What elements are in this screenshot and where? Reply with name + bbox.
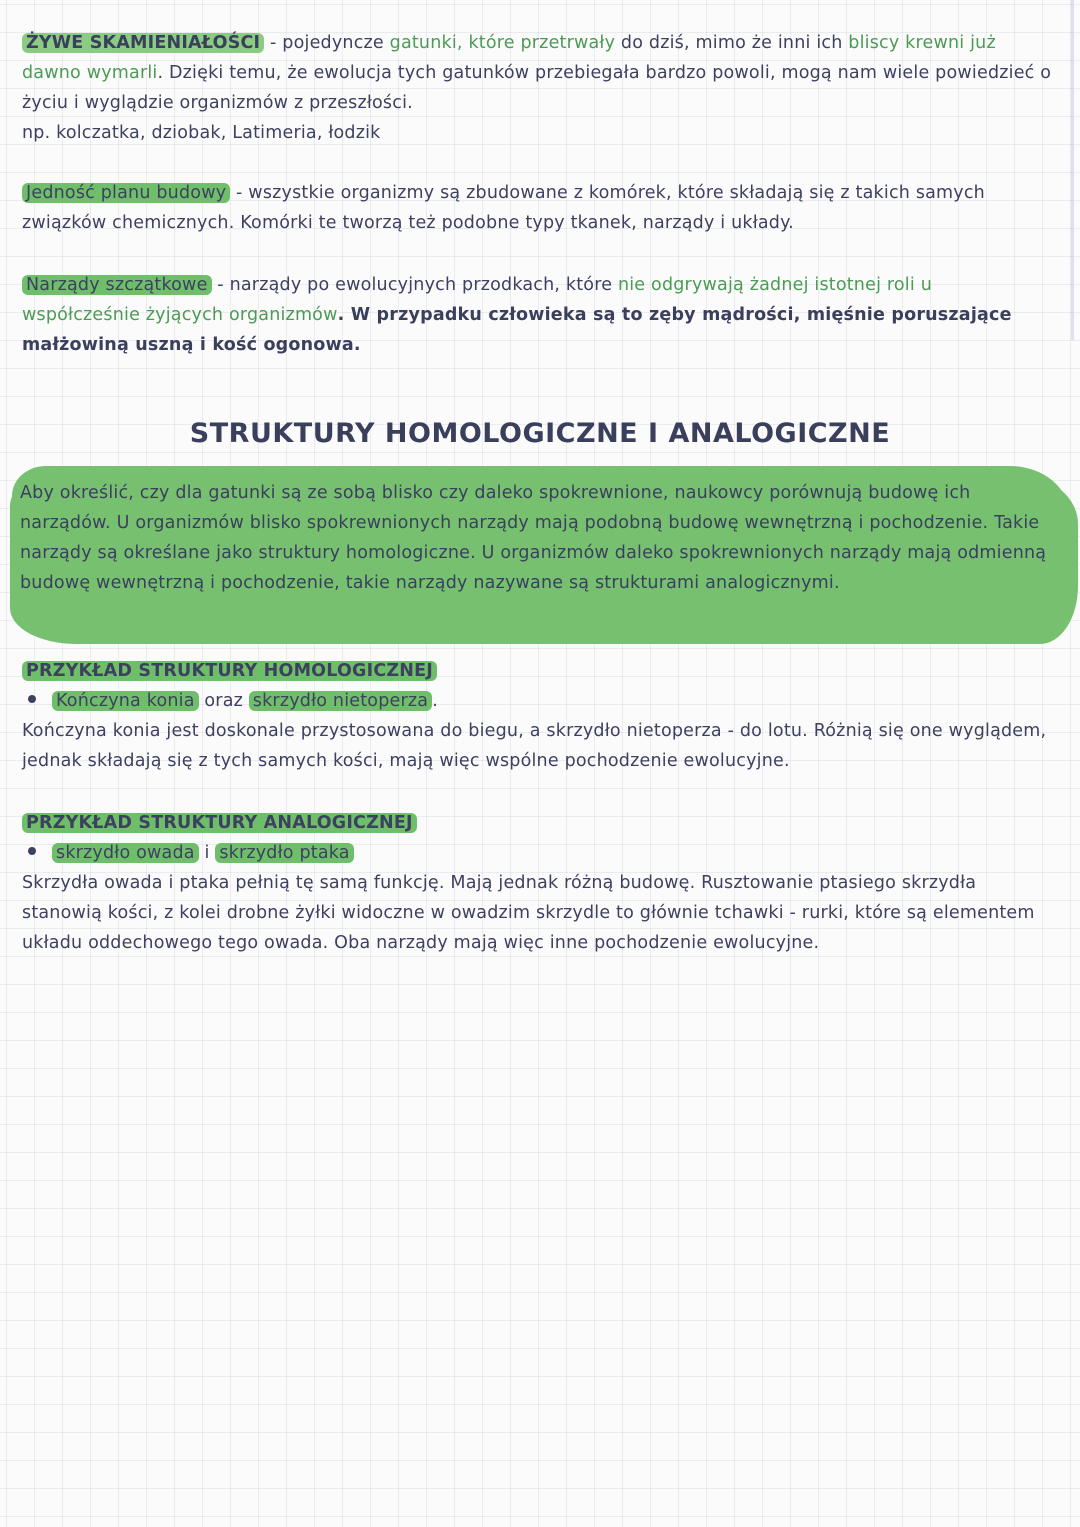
living-fossils-paragraph: ŻYWE SKAMIENIAŁOŚCI - pojedyncze gatunki, które przetrwały do dziś, mimo że inni ich bliscy krewni już dawno wymarli. Dzięki temu, że ewolucja tych gatunków przebiegała bardzo powoli, mogą nam wiele powiedzieć o życiu i wyglądzie organizmów z przeszłości. np. kolczatka, dziobak, Latimeria, łodzik bbox=[22, 33, 1052, 143]
analogous-item-a: skrzydło owada bbox=[52, 843, 199, 863]
section-title: STRUKTURY HOMOLOGICZNE I ANALOGICZNE bbox=[189, 418, 891, 449]
analogous-item-b: skrzydło ptaka bbox=[215, 843, 353, 863]
unity-term: Jedność planu budowy bbox=[22, 183, 230, 203]
homologous-text: Kończyna konia jest doskonale przystosowana do biegu, a skrzydło nietoperza - do lotu. Różnią się one wyglądem, jednak składają się z tych samych kości, mają więc wspólne pochodzenie ewolucyjne. bbox=[22, 721, 1047, 771]
bullet-icon bbox=[28, 695, 36, 703]
scan-edge bbox=[1071, 0, 1074, 340]
vestigial-paragraph: Narządy szczątkowe - narządy po ewolucyjnych przodkach, które nie odgrywają żadnej istotnej roli u współcześnie żyjących organizmów. W przypadku człowieka są to zęby mądrości, mięśnie poruszające małżowiną uszną i kość ogonowa. bbox=[22, 275, 1012, 355]
living-fossils-term: ŻYWE SKAMIENIAŁOŚCI bbox=[22, 33, 264, 53]
homologous-item-a: Kończyna konia bbox=[52, 691, 199, 711]
homologous-section: PRZYKŁAD STRUKTURY HOMOLOGICZNEJ Kończyna konia oraz skrzydło nietoperza . Kończyna konia jest doskonale przystosowana do biegu, a skrzydło nietoperza - do lotu. Różnią się one wyglądem, jednak składają się z tych samych kości, mają więc wspólne pochodzenie ewolucyjne. bbox=[22, 661, 1047, 771]
homologous-heading: PRZYKŁAD STRUKTURY HOMOLOGICZNEJ bbox=[22, 661, 437, 681]
analogous-heading: PRZYKŁAD STRUKTURY ANALOGICZNEJ bbox=[22, 813, 417, 833]
unity-paragraph: Jedność planu budowy - wszystkie organizmy są zbudowane z komórek, które składają się z takich samych związków chemicznych. Komórki te tworzą też podobne typy tkanek, narządy i układy. bbox=[22, 183, 985, 233]
analogous-text: Skrzydła owada i ptaka pełnią tę samą funkcję. Mają jednak różną budowę. Rusztowanie ptasiego skrzydła stanowią kości, z kolei drobne żyłki widoczne w owadzim skrzydle to głównie tchawki - rurki, które są elementem układu oddechowego tego owada. Oba narządy mają więc inne pochodzenie ewolucyjne. bbox=[22, 873, 1035, 953]
bullet-icon bbox=[28, 847, 36, 855]
intro-paragraph: Aby określić, czy dla gatunki są ze sobą blisko czy daleko spokrewnione, naukowcy porównują budowę ich narządów. U organizmów blisko spokrewnionych narządy mają podobną budowę wewnętrzną i pochodzenie. Takie narządy są określane jako struktury homologiczne. U organizmów daleko spokrewnionych narządy mają odmienną budowę wewnętrzną i pochodzenie, takie narządy nazywane są strukturami analogicznymi. bbox=[20, 483, 1047, 593]
living-fossils-examples: np. kolczatka, dziobak, Latimeria, łodzik bbox=[22, 123, 381, 143]
homologous-item-b: skrzydło nietoperza bbox=[249, 691, 432, 711]
vestigial-term: Narządy szczątkowe bbox=[22, 275, 212, 295]
analogous-section: PRZYKŁAD STRUKTURY ANALOGICZNEJ skrzydło owada i skrzydło ptaka Skrzydła owada i ptaka pełnią tę samą funkcję. Mają jednak różną budowę. Rusztowanie ptasiego skrzydła stanowią kości, z kolei drobne żyłki widoczne w owadzim skrzydle to głównie tchawki - rurki, które są elementem układu oddechowego tego owada. Oba narządy mają więc inne pochodzenie ewolucyjne. bbox=[22, 813, 1035, 953]
